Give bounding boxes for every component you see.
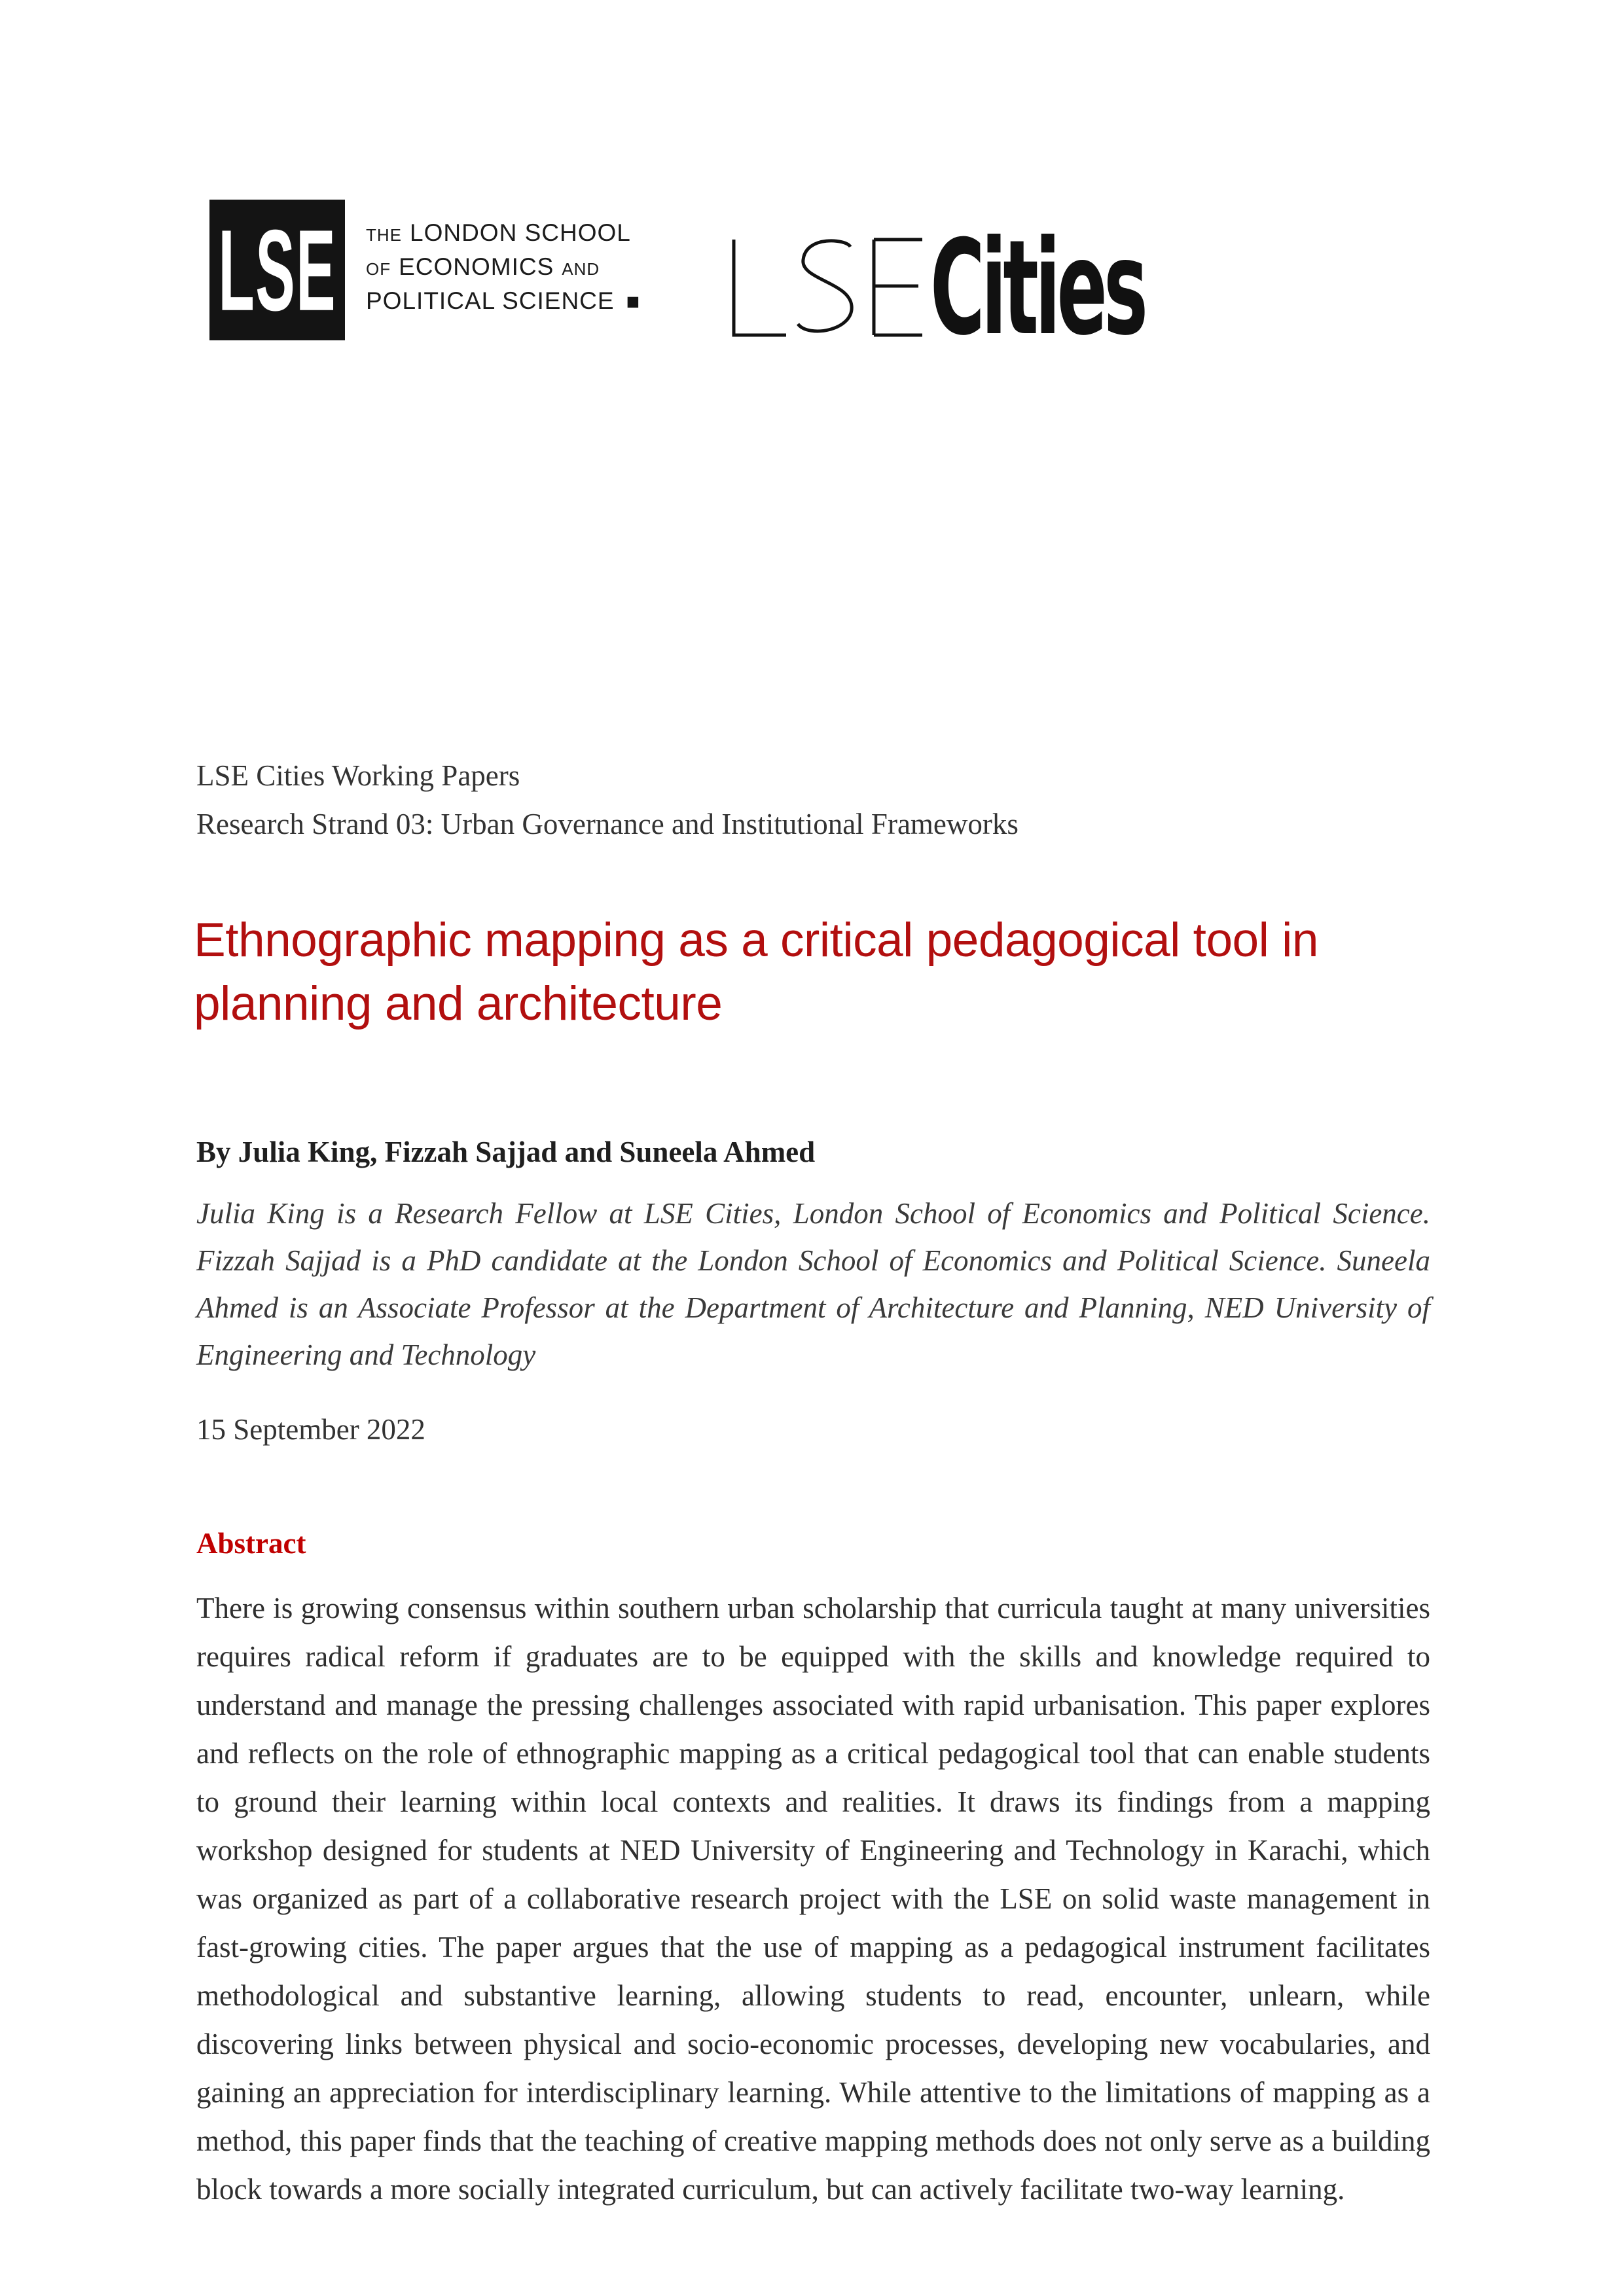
research-strand: Research Strand 03: Urban Governance and Institutional Frameworks xyxy=(196,808,1019,840)
lse-school-name xyxy=(366,219,647,321)
school-name-line-1: THE LONDON SCHOOL xyxy=(366,219,631,246)
paper-title: Ethnographic mapping as a critical pedagogical tool in planning and architecture xyxy=(194,914,1318,1030)
series-info xyxy=(196,751,1019,848)
author-byline: By Julia King, Fizzah Sajjad and Suneela Ahmed xyxy=(196,1136,816,1168)
lse-cities-thin-letters-icon xyxy=(725,236,928,341)
lse-cities-bold-letters: Cities xyxy=(930,212,1145,365)
lse-logo-mark xyxy=(209,200,345,340)
logo-row xyxy=(209,200,1306,365)
series-title: LSE Cities Working Papers xyxy=(196,759,520,792)
school-name-line-3: POLITICAL SCIENCE ■ xyxy=(366,287,640,314)
black-square-icon: ■ xyxy=(626,289,640,314)
abstract-heading: Abstract xyxy=(196,1527,306,1560)
school-name-line-2: OF ECONOMICS AND xyxy=(366,253,600,280)
lse-cities-logo xyxy=(725,212,1306,365)
publication-date: 15 September 2022 xyxy=(196,1413,425,1446)
abstract-text: There is growing consensus within southern urban scholarship that curricula taught at many universities requires radical reform if graduates are to be equipped with the skills and knowledge required to understand and manage the pressing challenges associated with rapid urbanisation. This paper explores and reflects on the role of ethnographic mapping as a critical pedagogical tool that can enable students to ground their learning within local contexts and realities. It draws its findings from a mapping workshop designed for students at NED University of Engineering and Technology in Karachi, which was organized as part of a collaborative research project with the LSE on solid waste management in fast-growing cities. The paper argues that the use of mapping as a pedagogical instrument facilitates methodological and substantive learning, allowing students to read, encounter, unlearn, while discovering links between physical and socio-economic processes, developing new vocabularies, and gaining an appreciation for interdisciplinary learning. While attentive to the limitations of mapping as a method, this paper finds that the teaching of creative mapping methods does not only serve as a building block towards a more socially integrated curriculum, but can actively facilitate two-way learning. xyxy=(196,1592,1430,2206)
lse-logo-letters: LSE xyxy=(218,205,336,335)
author-bio: Julia King is a Research Fellow at LSE Cities, London School of Economics and Political Science. Fizzah Sajjad is a PhD candidate at the London School of Economics and Political Science. Suneela Ahmed is an Associate Professor at the Department of Architecture and Planning, NED University of Engineering and Technology xyxy=(196,1197,1430,1371)
lse-logo xyxy=(209,200,647,340)
